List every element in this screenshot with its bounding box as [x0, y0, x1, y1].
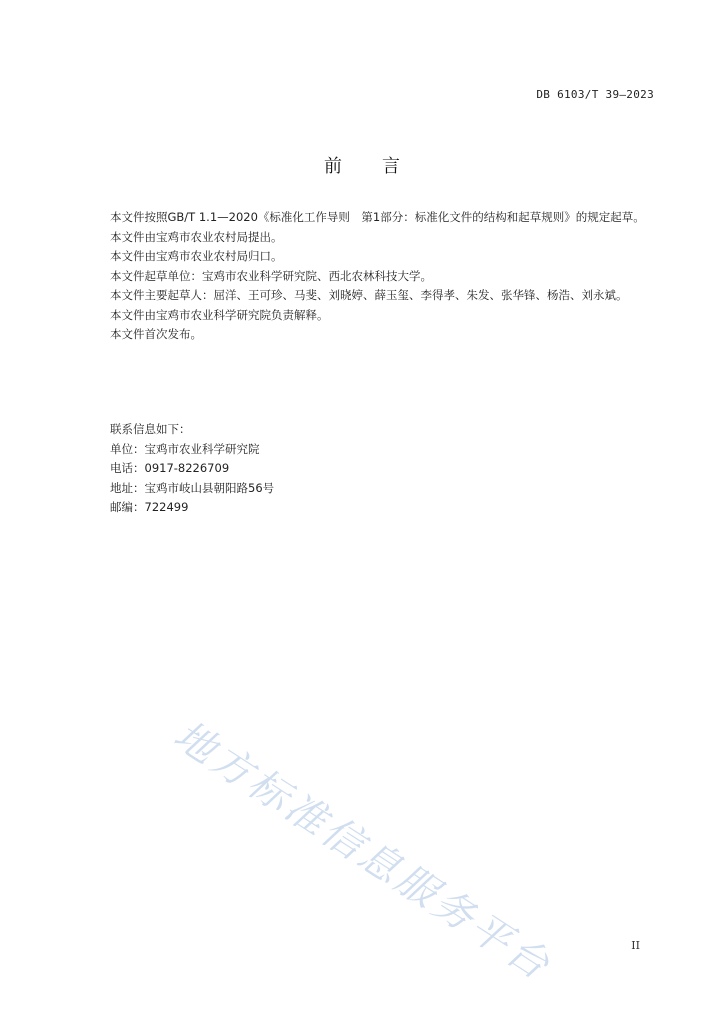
paragraph-drafting-units: 本文件起草单位：宝鸡市农业科学研究院、西北农林科技大学。 — [110, 268, 432, 283]
contact-heading: 联系信息如下： — [110, 422, 191, 436]
contact-postcode: 邮编：722499 — [110, 500, 189, 514]
foreword-body — [87, 208, 657, 345]
page-title: 前言 — [324, 156, 440, 177]
contact-info — [110, 420, 274, 518]
paragraph-interpretation: 本文件由宝鸡市农业科学研究院负责解释。 — [110, 307, 329, 322]
paragraph-proposer: 本文件由宝鸡市农业农村局提出。 — [110, 229, 283, 244]
contact-address: 地址：宝鸡市岐山县朝阳路56号 — [110, 480, 275, 495]
paragraph-administrator: 本文件由宝鸡市农业农村局归口。 — [110, 249, 283, 263]
document-code: DB 6103/T 39—2023 — [536, 88, 654, 101]
paragraph-drafting-basis: 本文件按照GB/T 1.1—2020《标准化工作导则 第1部分：标准化文件的结构和起草规则》的规定起草。 — [110, 210, 645, 224]
contact-phone: 电话：0917-8226709 — [110, 461, 230, 475]
paragraph-drafters: 本文件主要起草人：屈洋、王可珍、马斐、刘晓婷、薛玉玺、李得孝、朱发、张华锋、杨浩、刘永斌。 — [110, 288, 628, 302]
contact-unit: 单位：宝鸡市农业科学研究院 — [110, 441, 260, 456]
paragraph-first-release: 本文件首次发布。 — [110, 327, 202, 341]
watermark: 地方标准信息服务平台 — [165, 712, 560, 991]
page-number: II — [631, 939, 640, 952]
